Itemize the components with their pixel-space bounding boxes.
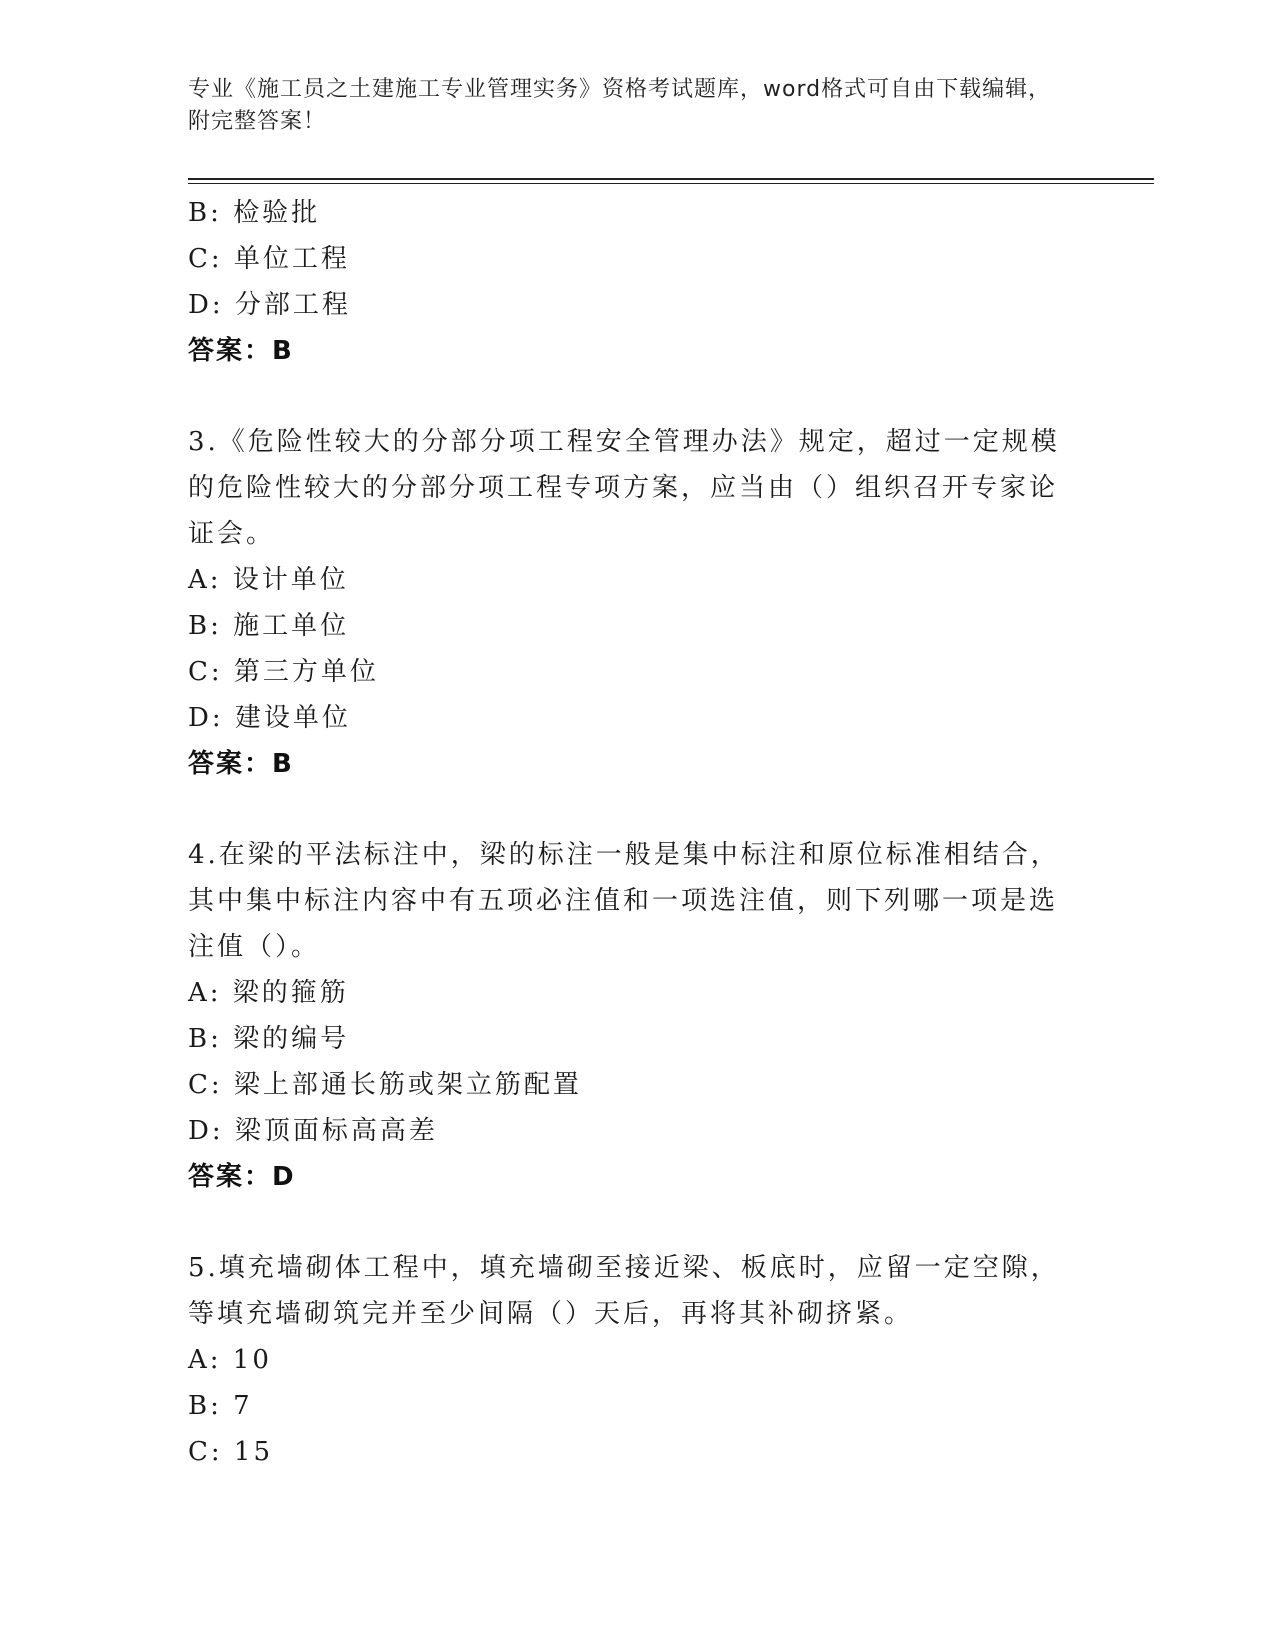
question-3	[188, 419, 1068, 787]
option-b: B: 7	[188, 1391, 253, 1421]
spacer	[188, 1200, 1068, 1245]
question-text: 3.《危险性较大的分部分项工程安全管理办法》规定，超过一定规模的危险性较大的分部分项工程专项方案，应当由（）组织召开专家论证会。	[188, 427, 1060, 549]
answer: 答案：B	[188, 336, 294, 366]
option-c: C: 第三方单位	[188, 657, 379, 687]
option-a: A: 10	[188, 1345, 272, 1375]
question-2-tail	[188, 190, 1068, 374]
option-b: B: 检验批	[188, 198, 321, 228]
spacer	[188, 374, 1068, 419]
header-rule-thin	[188, 183, 1154, 184]
document-header: 专业《施工员之土建施工专业管理实务》资格考试题库，word格式可自由下载编辑，附完整答案！	[188, 77, 1052, 134]
question-4	[188, 832, 1068, 1200]
option-d: D: 分部工程	[188, 290, 351, 320]
option-a: A: 设计单位	[188, 565, 349, 595]
spacer	[188, 787, 1068, 832]
option-a: A: 梁的箍筋	[188, 978, 349, 1008]
question-text: 5.填充墙砌体工程中，填充墙砌至接近梁、板底时，应留一定空隙，等填充墙砌筑完并至少间隔（）天后，再将其补砌挤紧。	[188, 1253, 1060, 1329]
option-d: D: 梁顶面标高高差	[188, 1116, 438, 1146]
answer: 答案：B	[188, 749, 294, 779]
option-d: D: 建设单位	[188, 703, 351, 733]
option-b: B: 梁的编号	[188, 1024, 350, 1054]
question-text: 4.在梁的平法标注中，梁的标注一般是集中标注和原位标准相结合，其中集中标注内容中有五项必注值和一项选注值，则下列哪一项是选注值（）。	[188, 840, 1060, 962]
header-rule-thick	[188, 178, 1154, 180]
option-c: C: 15	[188, 1437, 274, 1467]
document-content	[188, 190, 1068, 1475]
option-c: C: 梁上部通长筋或架立筋配置	[188, 1070, 582, 1100]
option-b: B: 施工单位	[188, 611, 350, 641]
option-c: C: 单位工程	[188, 244, 350, 274]
answer: 答案：D	[188, 1162, 296, 1192]
question-5	[188, 1245, 1068, 1475]
